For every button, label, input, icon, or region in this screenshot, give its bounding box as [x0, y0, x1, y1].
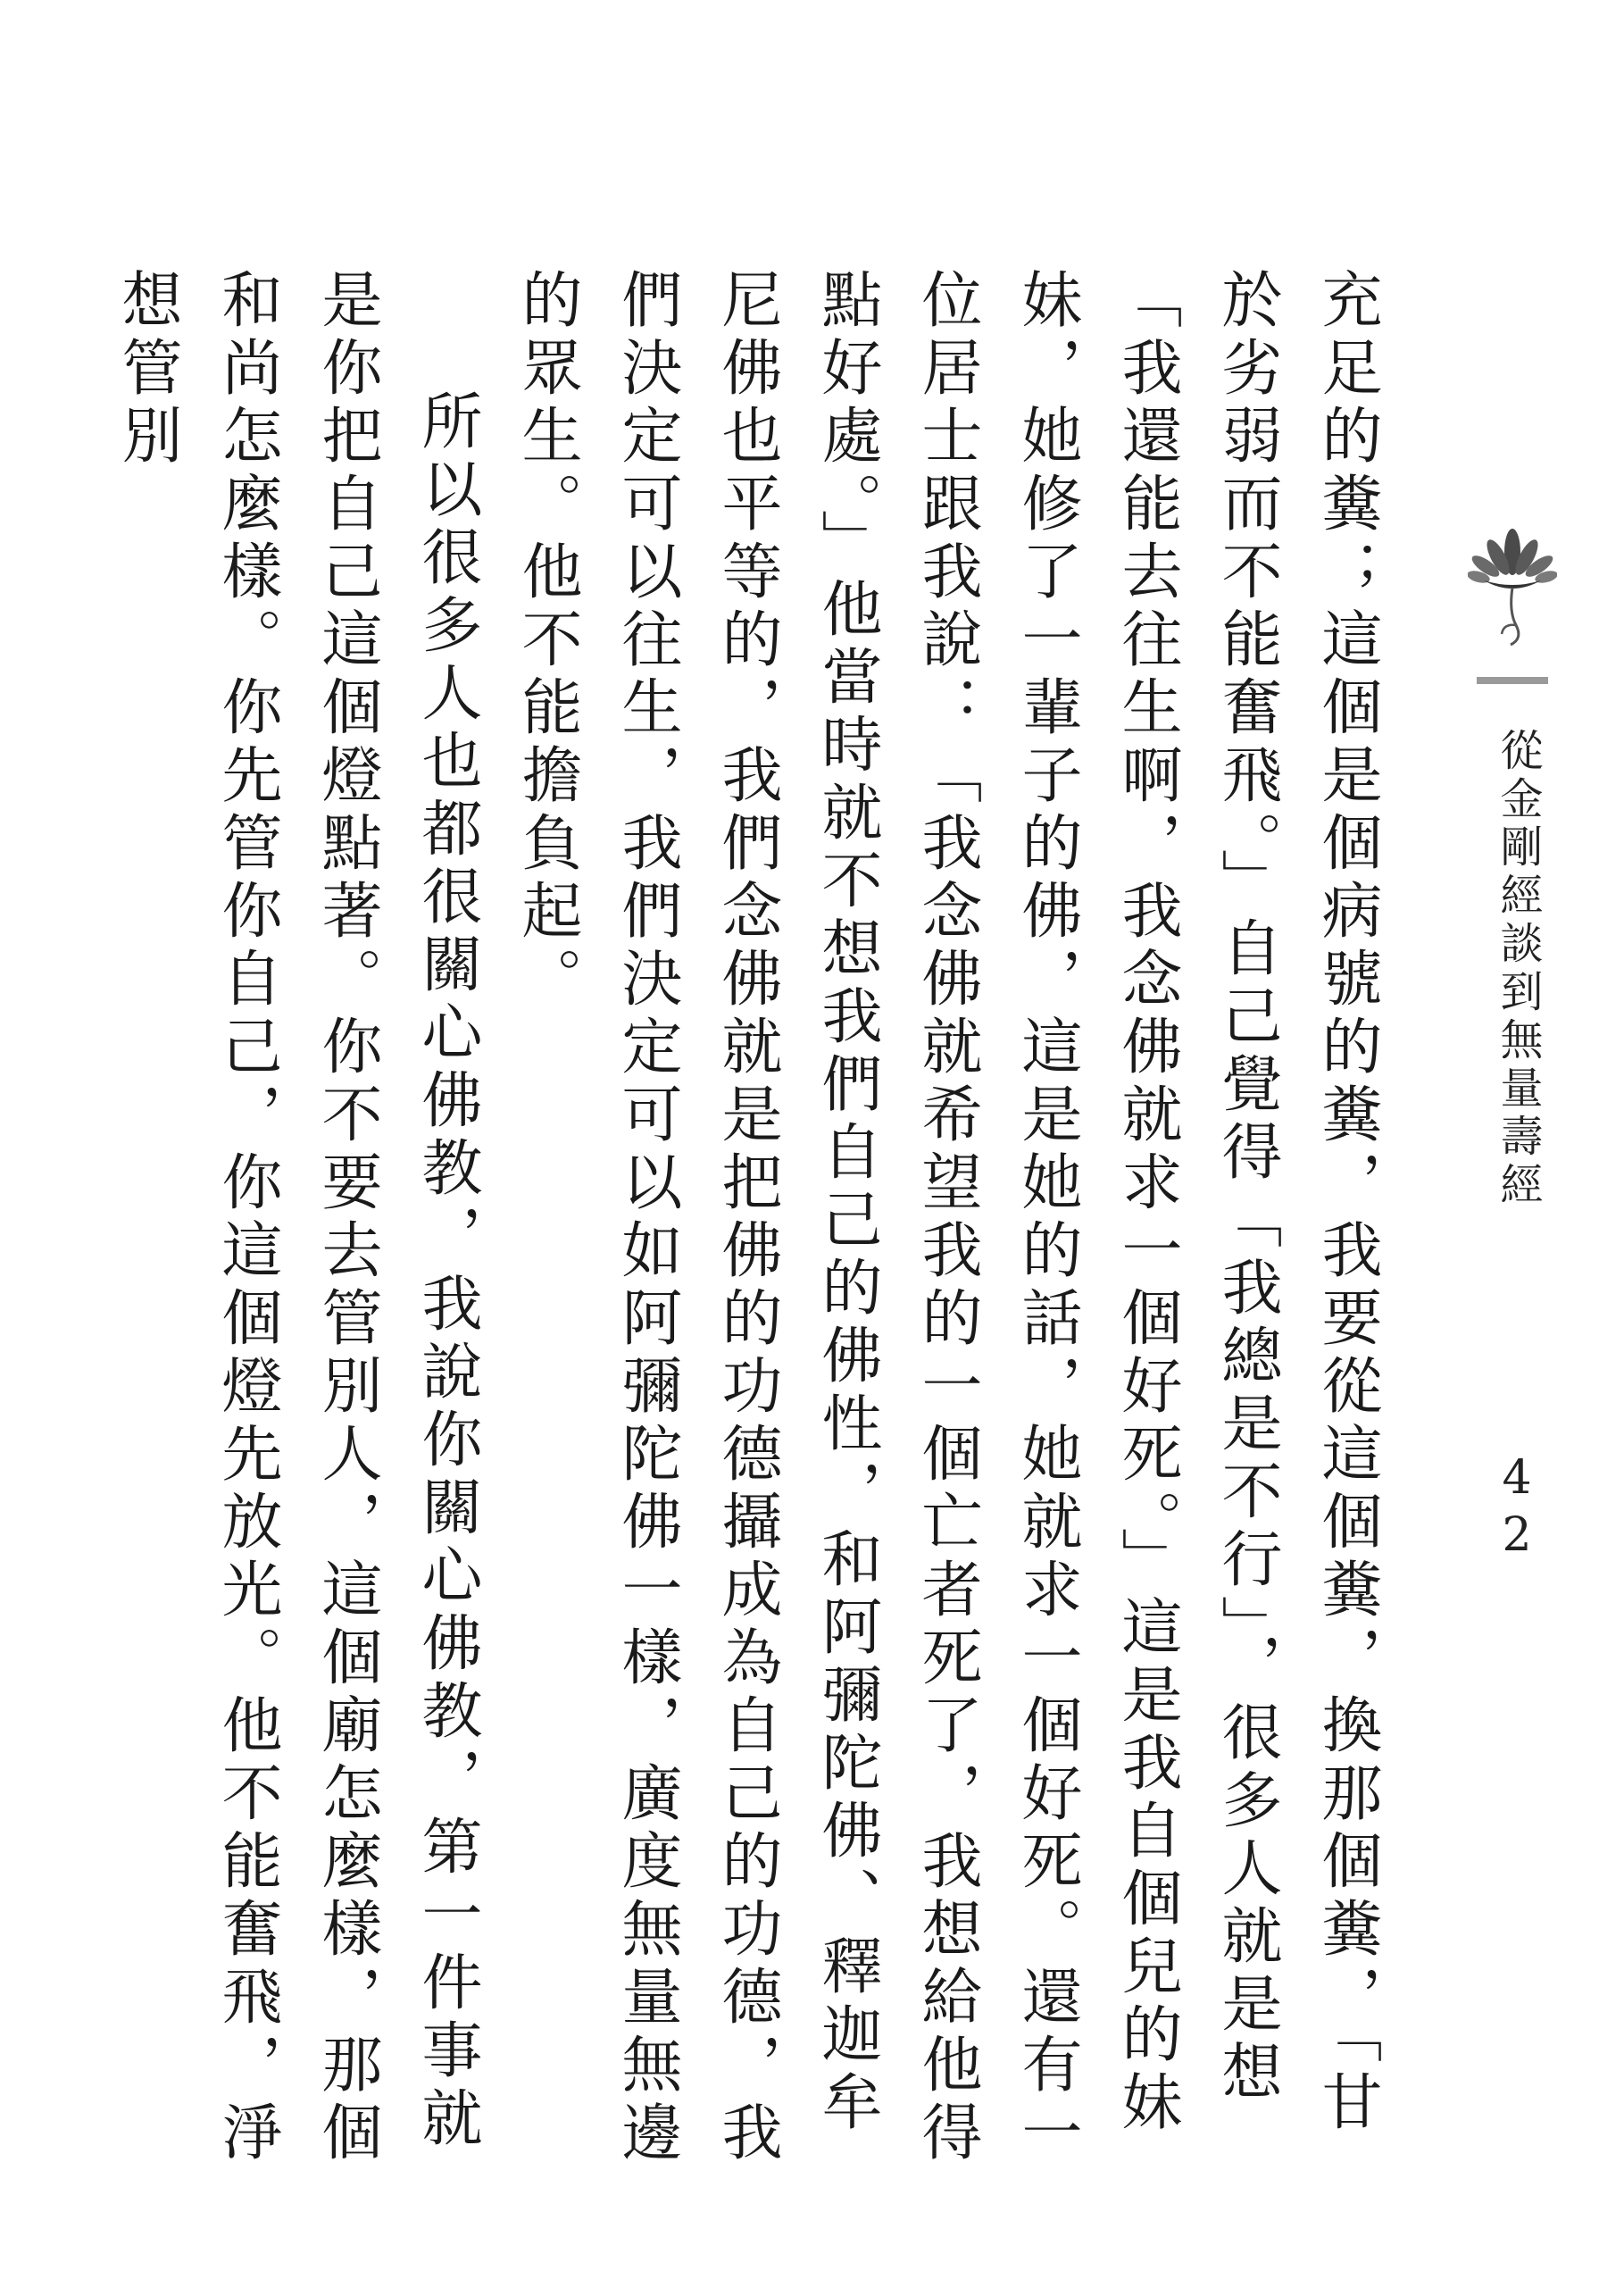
body-text: [96, 268, 1396, 2170]
paragraph-2: 所以很多人也都很關心佛教，我說你關心佛教，第一件事就是你把自己這個燈點著。你不要去管別人，這個廟怎麼樣，那個和尚怎麼樣。你先管你自己，你這個燈先放光。他不能奮飛，淨想管別: [112, 268, 482, 2168]
lotus-icon: [1468, 518, 1557, 652]
page-number: 42: [1490, 1451, 1544, 1565]
header-divider: [1477, 677, 1548, 684]
book-title: 從金剛經談到無量壽經: [1493, 728, 1543, 1210]
paragraph-1: 充足的糞；這個是個病號的糞，我要從這個糞，換那個糞，「甘於劣弱而不能奮飛。」自己覺得「我總是不行」，很多人就是想「我還能去往生啊，我念佛就求一個好死。」這是我自個兒的妹妹，她修了一輩子的佛，這是她的話，她就求一個好死。還有一位居士跟我說：「我念佛就希望我的一個亡者死了，我想給他得點好處。」他當時就不想我們自己的佛性，和阿彌陀佛、釋迦牟尼佛也平等的，我們念佛就是把佛的功德攝成為自己的功德，我們決定可以往生，我們決定可以如阿彌陀佛一樣，廣度無量無邊的眾生。他不能擔負起。: [512, 268, 1382, 2168]
running-header: [1468, 518, 1557, 1857]
